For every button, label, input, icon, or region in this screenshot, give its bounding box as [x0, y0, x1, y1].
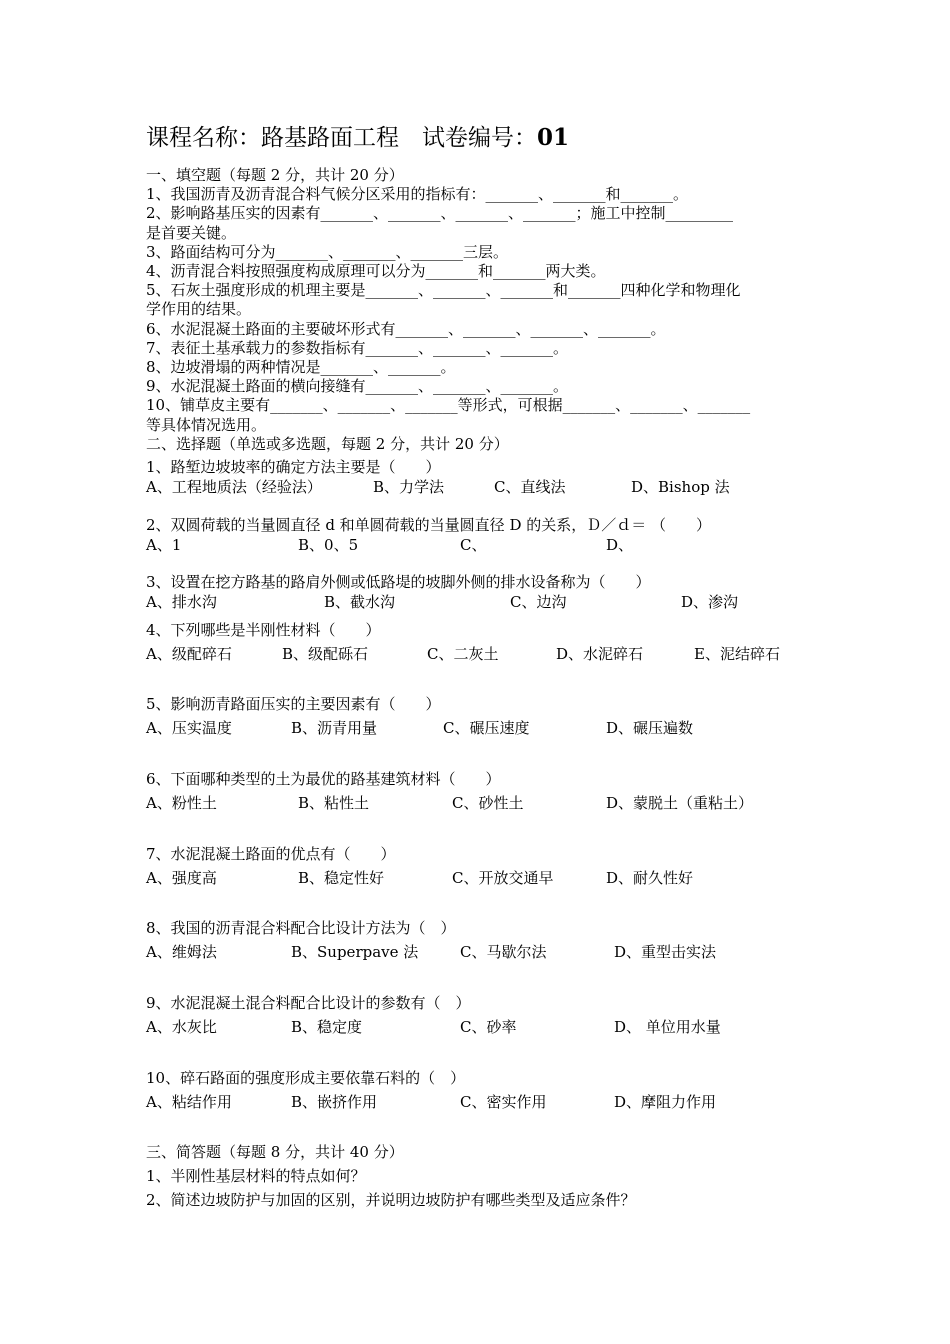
option: B、截水沟 — [324, 593, 396, 611]
option: A、压实温度 — [146, 719, 232, 737]
option: B、稳定度 — [291, 1018, 363, 1036]
options-row — [146, 794, 814, 816]
option: C、马歇尔法 — [460, 943, 547, 961]
question-text: 2、双圆荷载的当量圆直径 d 和单圆荷载的当量圆直径 D 的关系，Ｄ／ｄ＝ （ ） — [146, 516, 712, 534]
options-row — [146, 719, 814, 741]
option: A、强度高 — [146, 869, 217, 887]
option: A、粘结作用 — [146, 1093, 232, 1111]
question-line: 4、沥青混合料按照强度构成原理可以分为_______和_______两大类。 — [146, 262, 606, 281]
option: B、粘性土 — [298, 794, 370, 812]
question-text: 9、水泥混凝土混合料配合比设计的参数有（ ） — [146, 994, 471, 1012]
question-line: 3、路面结构可分为_______、_______、_______三层。 — [146, 242, 509, 261]
section-heading: 一、填空题（每题 2 分，共计 20 分） — [146, 166, 404, 184]
option: C、直线法 — [494, 478, 566, 496]
question-line: 8、边坡滑塌的两种情况是_______、_______。 — [146, 358, 456, 377]
question-line: 5、石灰土强度形成的机理主要是_______、_______、_______和_______四种化学和物理化 — [146, 281, 741, 300]
option: C、砂性土 — [452, 794, 524, 812]
option: D、渗沟 — [681, 593, 739, 611]
option: A、粉性土 — [146, 794, 217, 812]
question-text: 5、影响沥青路面压实的主要因素有（ ） — [146, 695, 441, 713]
course-title: 课程名称：路基路面工程 试卷编号： — [146, 125, 537, 151]
mc-question-2 — [146, 514, 814, 558]
option: D、 — [606, 536, 634, 554]
mc-question-1 — [146, 456, 814, 500]
mc-question-7 — [146, 843, 814, 891]
question-text: 4、下列哪些是半刚性材料（ ） — [146, 621, 381, 639]
option: A、水灰比 — [146, 1018, 217, 1036]
question-line: 7、表征土基承载力的参数指标有_______、_______、_______。 — [146, 338, 569, 357]
question-line: 1、我国沥青及沥青混合料气候分区采用的指标有：_______、_______和_______。 — [146, 185, 689, 204]
option: C、开放交通早 — [452, 869, 554, 887]
question-text: 6、下面哪种类型的土为最优的路基建筑材料（ ） — [146, 770, 501, 788]
options-row — [146, 645, 814, 667]
option: D、水泥碎石 — [556, 645, 644, 663]
mc-question-10 — [146, 1067, 814, 1115]
option: C、二灰土 — [427, 645, 499, 663]
option: C、 — [460, 536, 487, 554]
option: D、耐久性好 — [606, 869, 694, 887]
question-line: 学作用的结果。 — [146, 300, 252, 319]
mc-question-5 — [146, 693, 814, 741]
question-text: 8、我国的沥青混合料配合比设计方法为（ ） — [146, 919, 456, 937]
option: C、密实作用 — [460, 1093, 547, 1111]
question-text: 10、碎石路面的强度形成主要依靠石料的（ ） — [146, 1069, 466, 1087]
option: C、碾压速度 — [443, 719, 530, 737]
mc-question-3 — [146, 571, 814, 615]
options-row — [146, 593, 814, 615]
question-line: 10、铺草皮主要有_______、_______、_______等形式，可根据_______、_______、_______ — [146, 396, 751, 415]
section-short-answer — [146, 1141, 814, 1211]
question-text: 7、水泥混凝土路面的优点有（ ） — [146, 845, 396, 863]
question-line: 6、水泥混凝土路面的主要破坏形式有_______、_______、_______、_______。 — [146, 319, 666, 338]
option: D、重型击实法 — [614, 943, 717, 961]
question-text: 3、设置在挖方路基的路肩外侧或低路堤的坡脚外侧的排水设备称为（ ） — [146, 573, 651, 591]
option: B、Superpave 法 — [291, 943, 419, 961]
question-line: 1、半刚性基层材料的特点如何？ — [146, 1167, 366, 1185]
section-heading: 三、简答题（每题 8 分，共计 40 分） — [146, 1143, 404, 1161]
option: D、蒙脱土（重粘土） — [606, 794, 754, 812]
option: C、边沟 — [510, 593, 567, 611]
option: A、1 — [146, 536, 182, 554]
question-line: 是首要关键。 — [146, 223, 237, 242]
options-row — [146, 1018, 814, 1040]
question-text: 1、路堑边坡坡率的确定方法主要是（ ） — [146, 458, 441, 476]
question-line: 2、影响路基压实的因素有_______、_______、_______、_______；施工中控制_________ — [146, 204, 734, 223]
option: C、砂率 — [460, 1018, 517, 1036]
option: B、0、5 — [298, 536, 359, 554]
options-row — [146, 869, 814, 891]
options-row — [146, 478, 814, 500]
options-row — [146, 943, 814, 965]
question-line: 9、水泥混凝土路面的横向接缝有_______、_______、_______。 — [146, 377, 569, 396]
options-row — [146, 1093, 814, 1115]
options-row — [146, 536, 814, 558]
option: B、力学法 — [373, 478, 445, 496]
mc-question-9 — [146, 992, 814, 1040]
option: A、排水沟 — [146, 593, 217, 611]
question-line: 等具体情况选用。 — [146, 415, 267, 434]
option: B、沥青用量 — [291, 719, 378, 737]
option: A、维姆法 — [146, 943, 217, 961]
mc-question-8 — [146, 917, 814, 965]
option: D、碾压遍数 — [606, 719, 694, 737]
mc-question-4 — [146, 619, 814, 667]
option: D、摩阻力作用 — [614, 1093, 717, 1111]
page-title — [146, 119, 569, 152]
option: B、嵌挤作用 — [291, 1093, 378, 1111]
question-line: 2、简述边坡防护与加固的区别，并说明边坡防护有哪些类型及适应条件？ — [146, 1191, 636, 1209]
option: E、泥结碎石 — [694, 645, 780, 663]
section-fill-in-blank — [146, 166, 814, 454]
option: B、稳定性好 — [298, 869, 385, 887]
option: A、级配碎石 — [146, 645, 232, 663]
option: D、Bishop 法 — [631, 478, 730, 496]
option: D、 单位用水量 — [614, 1018, 721, 1036]
option: A、工程地质法（经验法） — [146, 478, 322, 496]
option: B、级配砾石 — [282, 645, 369, 663]
section-heading: 二、选择题（单选或多选题，每题 2 分，共计 20 分） — [146, 434, 509, 453]
exam-code: 01 — [537, 124, 570, 151]
mc-question-6 — [146, 768, 814, 816]
